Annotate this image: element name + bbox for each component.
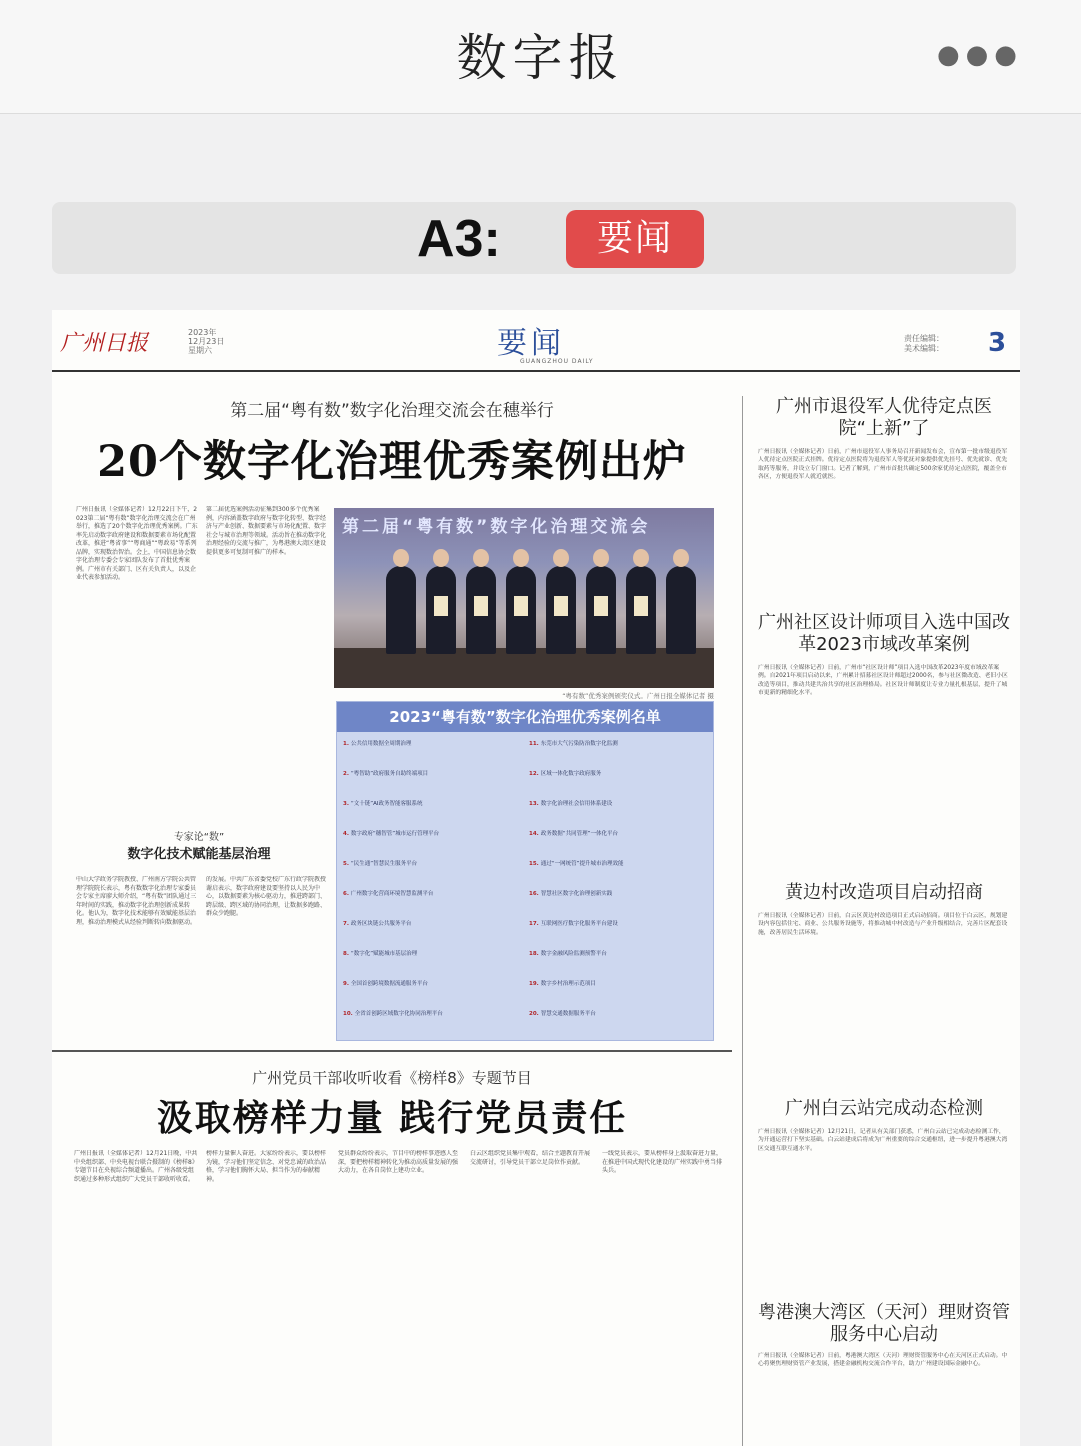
second-body-col3: 党员群众纷纷表示，节目中的榜样事迹感人至深，要把榜样精神转化为推动高质量发展的强大动力，在各自岗位上建功立业。	[338, 1150, 459, 1174]
side-article-3-body: 广州日报讯（全媒体记者）日前，白云区黄边村改造项目正式启动招商。项目位于白云区，规划建设内容包括住宅、商业、公共服务设施等，将推动城中村改造与产业升级相结合，完善片区配套设施，改善居民生活环境。	[758, 913, 1008, 936]
expert-body-col1: 中山大学政务学院教授、广州南方学院公共管理学院院长表示，粤有数数字化治理专家委员会专家主席廖大师介绍，“粤有数”团队通过三年时间的实践，推动数字化治理创新成果转化。他认为，数字化技术能够有效赋能基层治理，推动治理模式从经验判断转向数据驱动。	[76, 876, 197, 926]
photo-person	[386, 566, 416, 654]
page-number-label: A3:	[417, 210, 501, 268]
side-article-1-title[interactable]: 广州市退役军人优待定点医院“上新”了	[776, 396, 992, 439]
list-item: 9. 全国首创跨境数据流通服务平台	[343, 981, 428, 987]
column-divider	[742, 396, 743, 1446]
list-item: 10. 全省首创跨区域数字化协同治理平台	[343, 1011, 443, 1017]
app-top-bar	[0, 0, 1081, 114]
side-article-2-title[interactable]: 广州社区设计师项目入选中国改革2023市域改革案例	[758, 612, 1010, 655]
lead-body-col2: 第二届优选案例活动征集到300多个优秀案例，内容涵盖数字政府与数字化转型、数字经济与产业创新、数据要素与市场化配置、数字社会与城市治理等领域。活动旨在推动数字化治理经验的交流与推广，为粤港澳大湾区建设提供更多可复制可推广的样本。	[206, 506, 327, 556]
newspaper-page[interactable]	[52, 310, 1020, 1446]
page-section-selector[interactable]	[52, 202, 1016, 274]
more-dots-icon[interactable]: ●●●	[936, 40, 1023, 70]
second-body-col5: 一线党员表示，要从榜样身上汲取奋进力量，在推进中国式现代化建设的广州实践中勇当排头兵。	[602, 1150, 723, 1174]
app-title: 数字报	[456, 29, 625, 87]
list-item: 18. 数字金融风险监测预警平台	[529, 951, 607, 957]
list-item: 7. 政务区块链公共服务平台	[343, 921, 412, 927]
section-name-badge[interactable]: 要闻	[566, 210, 704, 268]
list-item: 2. “粤智助”政府服务自助终端项目	[343, 771, 429, 777]
list-item: 1. 公共信用数据全周期治理	[343, 741, 412, 747]
list-item: 17. 互联网医疗数字化服务平台建设	[529, 921, 618, 927]
photo-person	[666, 566, 696, 654]
section-divider	[52, 1050, 732, 1052]
award-ceremony-photo[interactable]	[334, 508, 714, 688]
editor-credits: 责任编辑： 美术编辑：	[904, 334, 944, 353]
photo-person	[586, 566, 616, 654]
list-item: 12. 区域一体化数字政府服务	[529, 771, 602, 777]
photo-person	[466, 566, 496, 654]
list-item: 11. 东莞市大气污染防治数字化监测	[529, 741, 618, 747]
lead-body-col1: 广州日报讯（全媒体记者）12月22日下午，2023第二届“粤有数”数字化治理交流会在广州举行，推选了20个数字化治理优秀案例。广东率先启动数字政府建设和数据要素市场化配置改革，推进“粤省事”“粤商通”“粤政易”等系列品牌，实现数治智治。会上，中国信息协会数字化治理专委会专家团队发布了首批优秀案例。广州市有关部门、区有关负责人，以及企业代表参加活动。	[76, 506, 198, 581]
second-body-col4: 白云区组织党员集中观看，结合主题教育开展交流研讨，引导党员干部立足岗位作贡献。	[470, 1150, 591, 1166]
case-list-title: 2023“粤有数”数字化治理优秀案例名单	[337, 702, 713, 732]
case-list-box[interactable]	[336, 701, 714, 1041]
lead-headline[interactable]: 20个数字化治理优秀案例出炉	[97, 437, 687, 487]
issue-date: 2023年 12月23日 星期六	[188, 328, 225, 355]
side-article-4-title[interactable]: 广州白云站完成动态检测	[785, 1098, 983, 1119]
second-body-col1: 广州日报讯（全媒体记者）12月21日晚，中共中央组织部、中央电视台联合摄制的《榜样8》专题节目在央视综合频道播出。广州各级党组织通过多种形式组织广大党员干部收听收看。	[74, 1150, 198, 1183]
lead-kicker[interactable]: 第二届“粤有数”数字化治理交流会在穗举行	[230, 401, 554, 421]
newspaper-page-number: 3	[988, 328, 1007, 358]
list-item: 13. 数字化治理社会信用体系建设	[529, 801, 613, 807]
list-item: 3. “文十链”AI政务智能客服系统	[343, 801, 423, 807]
list-item: 5. “民生通”智慧民生服务平台	[343, 861, 418, 867]
list-item: 19. 数字乡村治理示范项目	[529, 981, 596, 987]
list-item: 20. 智慧交通数据服务平台	[529, 1011, 596, 1017]
case-list-left	[343, 740, 523, 1040]
photo-audience	[334, 648, 714, 688]
case-list-right	[529, 740, 709, 1040]
list-item: 14. 政务数据“共同管理”一体化平台	[529, 831, 618, 837]
side-article-3-title[interactable]: 黄边村改造项目启动招商	[785, 882, 983, 903]
list-item: 8. “数字化”赋能城市基层治理	[343, 951, 418, 957]
list-item: 4. 数字政府“穗智管”城市运行管理平台	[343, 831, 440, 837]
newspaper-section-subtitle: GUANGZHOU DAILY	[520, 358, 594, 365]
newspaper-logo: 广州日报	[60, 331, 149, 356]
side-article-2-body: 广州日报讯（全媒体记者）日前，广州市“社区设计师”项目入选中国改革2023年度市域改革案例。自2021年项目启动以来，广州累计招募社区设计师超过2000名，参与社区微改造、老旧小区改造等项目，推动共建共治共享的社区治理格局。社区设计师制度让专业力量扎根基层，提升了城市更新的精细化水平。	[758, 665, 1008, 696]
photo-banner-text: 第二届“粤有数”数字化治理交流会	[342, 517, 651, 537]
expert-body-col2: 的发展。中共广东省委党校广东行政学院教授谢启表示，数字政府建设要坚持以人民为中心，以数据要素为核心驱动力，推进跨部门、跨层级、跨区域的协同治理，让数据多跑路、群众少跑腿。	[206, 876, 327, 917]
list-item: 6. 广州数字化营商环境智慧监测平台	[343, 891, 434, 897]
photo-caption: “粤有数”优秀案例颁奖仪式。广州日报全媒体记者 摄	[562, 692, 714, 700]
list-item: 16. 智慧社区数字化治理创新实践	[529, 891, 613, 897]
photo-person	[626, 566, 656, 654]
second-kicker[interactable]: 广州党员干部收听收看《榜样8》专题节目	[252, 1069, 532, 1087]
side-article-5-title[interactable]: 粤港澳大湾区（天河）理财资管服务中心启动	[758, 1302, 1010, 1345]
expert-subheading[interactable]	[74, 828, 324, 862]
list-item: 15. 通过“一网统管”提升城市治理效能	[529, 861, 624, 867]
photo-person	[426, 566, 456, 654]
newspaper-section-title: 要闻	[497, 326, 565, 361]
photo-person	[506, 566, 536, 654]
newspaper-masthead	[52, 310, 1020, 372]
side-article-5-body: 广州日报讯（全媒体记者）日前，粤港澳大湾区（天河）理财资管服务中心在天河区正式启动。中心将聚焦理财资管产业发展，搭建金融机构交流合作平台，助力广州建设国际金融中心。	[758, 1353, 1008, 1368]
side-article-4-body: 广州日报讯（全媒体记者）12月21日，记者从有关部门获悉，广州白云站已完成动态检测工作，为开通运营打下坚实基础。白云站建成后将成为广州重要的综合交通枢纽，进一步提升粤港澳大湾区交通互联互通水平。	[758, 1129, 1008, 1152]
expert-headline: 数字化技术赋能基层治理	[127, 847, 271, 862]
photo-person	[546, 566, 576, 654]
expert-kicker: 专家论“数”	[173, 832, 225, 843]
second-body-col2: 榜样力量催人奋进。大家纷纷表示，要以榜样为镜，学习他们坚定信念、对党忠诚的政治品格，学习他们胸怀大局、担当作为的奉献精神。	[206, 1150, 327, 1183]
side-article-1-body: 广州日报讯（全媒体记者）日前，广州市退役军人事务局召开新闻发布会，宣布第一批市级退役军人优待定点医院正式挂牌。优待定点医院将为退役军人等优抚对象提供优先挂号、优先就诊、优先取药等服务，并设立专门窗口。记者了解到，广州市首批共确定500余家优待定点医院，覆盖全市各区，方便退役军人就近就医。	[758, 449, 1008, 480]
second-headline[interactable]: 汲取榜样力量 践行党员责任	[156, 1097, 628, 1139]
